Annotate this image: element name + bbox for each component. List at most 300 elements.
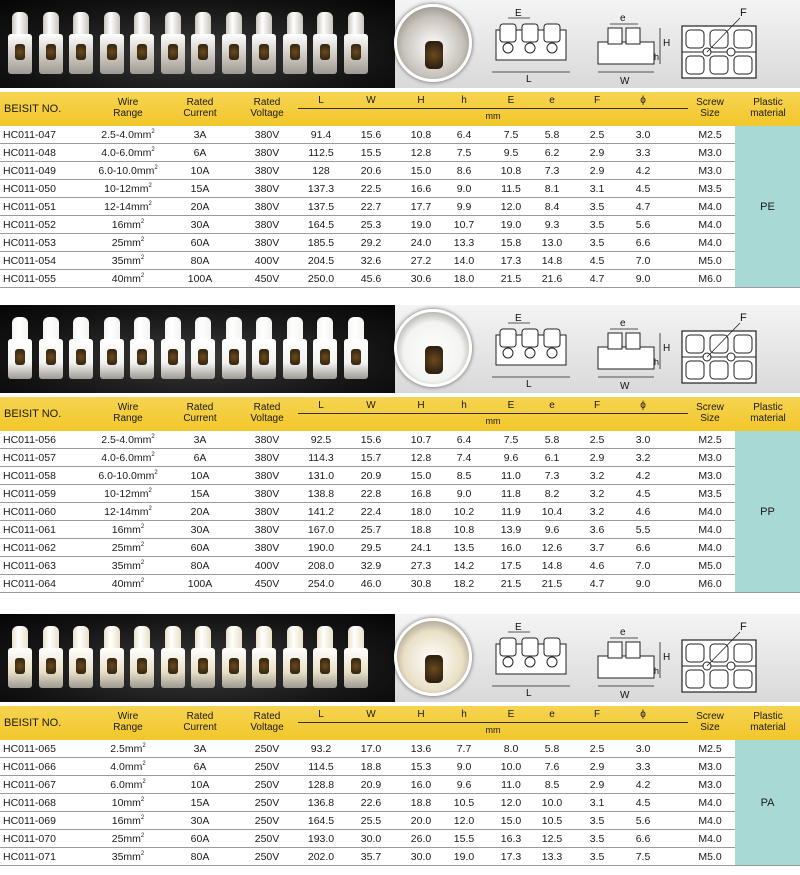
cell-W: 20.9 xyxy=(360,470,382,482)
cell-no: HC011-069 xyxy=(3,815,56,827)
terminal-wire-hole xyxy=(76,44,86,60)
cell-L: 114.5 xyxy=(308,761,334,773)
cell-H: 27.3 xyxy=(410,560,432,572)
cell-volt: 380V xyxy=(254,147,280,159)
header-wire-range-line: Wire xyxy=(117,97,139,108)
terminal-row xyxy=(8,12,388,80)
cell-H: 12.8 xyxy=(410,147,432,159)
product-strip xyxy=(0,0,800,88)
table-header xyxy=(0,92,800,126)
cell-F: 3.5 xyxy=(589,219,605,231)
cell-no: HC011-047 xyxy=(3,129,56,141)
header-rated-current-line: Rated xyxy=(186,711,214,722)
header-dim-phi: ϕ xyxy=(640,709,646,720)
header-plastic-material-line: material xyxy=(750,108,786,119)
header-dim-W: W xyxy=(366,95,376,106)
cell-e: 5.8 xyxy=(544,129,560,141)
cell-L: 208.0 xyxy=(307,560,335,572)
cell-volt: 380V xyxy=(254,434,280,446)
cell-H: 27.2 xyxy=(410,255,432,267)
cell-L: 137.5 xyxy=(307,201,335,213)
cell-volt: 380V xyxy=(254,183,280,195)
cell-e: 21.5 xyxy=(541,578,563,590)
cell-no: HC011-049 xyxy=(3,165,56,177)
cell-H: 24.0 xyxy=(410,237,432,249)
cell-e: 14.8 xyxy=(541,560,563,572)
cell-volt: 380V xyxy=(254,452,280,464)
header-rated-voltage xyxy=(243,402,291,424)
cell-wire xyxy=(78,470,178,482)
wire-unit-exponent: 2 xyxy=(140,560,145,566)
header-wire-range-line: Range xyxy=(113,108,143,119)
header-screw-size xyxy=(688,402,732,424)
header-screw-size-line: Screw xyxy=(696,97,724,108)
header-rated-current-line: Current xyxy=(183,413,217,424)
terminal-wire-hole xyxy=(107,44,117,60)
cell-screw: M3.5 xyxy=(698,488,722,500)
cell-H: 13.6 xyxy=(410,743,432,755)
cell-phi: 4.2 xyxy=(635,165,651,177)
header-plastic-material xyxy=(738,711,798,733)
terminal-wire-hole xyxy=(259,349,269,365)
cell-volt: 380V xyxy=(254,129,280,141)
cell-no: HC011-064 xyxy=(3,578,56,590)
header-rated-current xyxy=(178,711,222,733)
cell-L: 128 xyxy=(312,165,330,177)
cell-h: 9.0 xyxy=(456,761,472,773)
wire-range-value: 10-12mm xyxy=(104,488,149,500)
terminal-unit xyxy=(130,317,154,381)
cell-L: 254.0 xyxy=(307,578,335,590)
cell-wire xyxy=(78,147,178,159)
cell-screw: M3.0 xyxy=(698,165,722,177)
cell-E: 7.5 xyxy=(503,129,519,141)
wire-unit-exponent: 2 xyxy=(140,797,145,803)
terminal-unit xyxy=(130,12,154,76)
terminal-wire-hole xyxy=(290,349,300,365)
cell-F: 2.5 xyxy=(589,434,605,446)
wire-range-value: 35mm xyxy=(111,851,141,863)
terminal-unit xyxy=(191,12,215,76)
dim-e-label: e xyxy=(620,627,626,638)
cell-E: 9.5 xyxy=(503,147,519,159)
table-row xyxy=(0,126,735,144)
cell-L: 112.5 xyxy=(308,147,334,159)
cell-wire xyxy=(78,815,178,827)
cell-wire xyxy=(78,488,178,500)
cell-F: 2.9 xyxy=(589,165,605,177)
cell-L: 202.0 xyxy=(307,851,335,863)
cell-E: 11.0 xyxy=(501,470,521,482)
cell-h: 15.5 xyxy=(453,833,475,845)
side-view-drawing xyxy=(592,620,674,705)
cell-screw: M3.0 xyxy=(698,452,722,464)
cell-cur: 15A xyxy=(190,797,210,809)
cell-phi: 4.5 xyxy=(635,797,651,809)
cell-L: 250.0 xyxy=(307,273,335,285)
cell-h: 12.0 xyxy=(453,815,475,827)
cell-phi: 3.2 xyxy=(635,452,651,464)
header-beisit-no: BEISIT NO. xyxy=(4,408,62,420)
cell-e: 12.5 xyxy=(541,833,563,845)
terminal-closeup-photo xyxy=(394,309,472,387)
header-dim-L: L xyxy=(318,95,324,106)
cell-e: 8.4 xyxy=(544,201,560,213)
terminal-wire-hole xyxy=(137,658,147,674)
cell-h: 6.4 xyxy=(456,434,472,446)
cell-W: 25.7 xyxy=(360,524,382,536)
cell-E: 17.3 xyxy=(500,255,522,267)
header-wire-range xyxy=(88,711,168,733)
cell-screw: M3.0 xyxy=(698,147,722,159)
cell-phi: 4.2 xyxy=(635,470,651,482)
cell-e: 6.1 xyxy=(544,452,560,464)
cell-screw: M4.0 xyxy=(698,833,722,845)
cell-no: HC011-061 xyxy=(3,524,56,536)
terminal-wire-hole xyxy=(229,44,239,60)
header-rated-current-line: Current xyxy=(183,722,217,733)
cell-no: HC011-058 xyxy=(3,470,56,482)
cell-e: 6.2 xyxy=(544,147,560,159)
cell-wire xyxy=(78,273,178,285)
table-row xyxy=(0,758,735,776)
cell-W: 22.5 xyxy=(360,183,382,195)
terminal-unit xyxy=(8,626,32,690)
cell-volt: 380V xyxy=(254,470,280,482)
header-mm-unit: mm xyxy=(485,725,501,735)
header-mm-rule xyxy=(298,722,688,723)
header-dim-phi: ϕ xyxy=(640,400,646,411)
cell-wire xyxy=(78,578,178,590)
table-row xyxy=(0,144,735,162)
cell-volt: 250V xyxy=(254,779,280,791)
cell-h: 9.0 xyxy=(456,488,472,500)
table-row xyxy=(0,776,735,794)
terminal-wire-hole xyxy=(351,349,361,365)
dim-H-label: H xyxy=(663,343,671,354)
cell-L: 141.2 xyxy=(307,506,335,518)
cell-cur: 20A xyxy=(190,201,210,213)
cell-phi: 5.5 xyxy=(635,524,651,536)
cell-H: 17.7 xyxy=(410,201,432,213)
cell-wire xyxy=(78,183,178,195)
header-dim-W: W xyxy=(366,400,376,411)
cell-phi: 6.6 xyxy=(635,833,651,845)
cell-W: 22.4 xyxy=(360,506,382,518)
cell-volt: 450V xyxy=(254,578,280,590)
cell-no: HC011-053 xyxy=(3,237,56,249)
cell-cur: 10A xyxy=(190,165,210,177)
wire-unit-exponent: 2 xyxy=(140,219,145,225)
cell-H: 16.6 xyxy=(410,183,432,195)
header-screw-size xyxy=(688,711,732,733)
header-plastic-material-line: material xyxy=(750,722,786,733)
terminal-unit xyxy=(161,12,185,76)
cell-F: 4.5 xyxy=(589,255,605,267)
plastic-material-cell: PE xyxy=(735,126,800,288)
header-plastic-material xyxy=(738,97,798,119)
table-row xyxy=(0,198,735,216)
header-dim-e: e xyxy=(549,95,555,106)
wire-range-value: 2.5mm xyxy=(110,743,143,755)
wire-unit-exponent: 2 xyxy=(142,743,146,749)
cell-volt: 450V xyxy=(254,273,280,285)
cell-e: 10.0 xyxy=(541,797,563,809)
terminal-wire-hole xyxy=(198,349,208,365)
table-row xyxy=(0,431,735,449)
dim-h-label: h xyxy=(654,666,660,676)
cell-screw: M4.0 xyxy=(698,237,722,249)
cell-E: 21.5 xyxy=(500,273,522,285)
header-dim-E: E xyxy=(507,400,515,411)
wire-range-value: 40mm xyxy=(111,273,141,285)
cell-screw: M6.0 xyxy=(698,273,722,285)
cell-e: 7.3 xyxy=(544,470,560,482)
cell-no: HC011-067 xyxy=(3,779,56,791)
header-dim-L: L xyxy=(318,400,324,411)
cell-no: HC011-063 xyxy=(3,560,56,572)
cell-wire xyxy=(78,165,178,177)
cell-cur: 15A xyxy=(190,183,210,195)
cell-W: 29.5 xyxy=(360,542,382,554)
header-screw-size-line: Screw xyxy=(696,402,724,413)
cell-no: HC011-048 xyxy=(3,147,56,159)
cell-volt: 250V xyxy=(254,833,280,845)
cell-phi: 4.6 xyxy=(635,506,651,518)
cell-screw: M4.0 xyxy=(698,219,722,231)
terminal-unit xyxy=(344,626,368,690)
wire-range-value: 6.0mm xyxy=(110,779,143,791)
wire-range-value: 35mm xyxy=(111,560,141,572)
cell-volt: 380V xyxy=(254,524,280,536)
cell-wire xyxy=(78,833,178,845)
cell-e: 10.4 xyxy=(541,506,563,518)
table-row xyxy=(0,539,735,557)
cell-L: 128.8 xyxy=(307,779,335,791)
header-rated-current xyxy=(178,402,222,424)
cell-screw: M3.0 xyxy=(698,779,722,791)
dim-F-label: F xyxy=(740,7,747,19)
cell-cur: 80A xyxy=(190,560,210,572)
cell-wire xyxy=(78,542,178,554)
cell-F: 2.5 xyxy=(589,129,605,141)
cell-no: HC011-054 xyxy=(3,255,56,267)
cell-wire xyxy=(78,761,178,773)
cell-cur: 6A xyxy=(193,452,207,464)
cell-E: 17.5 xyxy=(500,560,522,572)
cell-F: 4.6 xyxy=(589,560,605,572)
header-dim-h: h xyxy=(461,709,467,720)
wire-unit-exponent: 2 xyxy=(140,578,145,584)
cell-L: 185.5 xyxy=(307,237,335,249)
header-dim-phi: ϕ xyxy=(640,95,646,106)
terminal-unit xyxy=(8,317,32,381)
dim-E-label: E xyxy=(515,8,522,19)
cell-F: 3.2 xyxy=(589,488,605,500)
terminal-wire-hole xyxy=(168,349,178,365)
cell-F: 4.7 xyxy=(589,273,605,285)
terminal-wire-hole xyxy=(76,349,86,365)
terminal-wire-hole xyxy=(198,658,208,674)
cell-screw: M6.0 xyxy=(698,578,722,590)
wire-range-value: 12-14mm xyxy=(104,201,149,213)
header-wire-range xyxy=(88,97,168,119)
terminal-wire-hole xyxy=(320,349,330,365)
terminal-wire-hole xyxy=(137,349,147,365)
header-dim-E: E xyxy=(507,709,515,720)
terminal-unit xyxy=(344,317,368,381)
cell-H: 16.0 xyxy=(410,779,432,791)
header-wire-range xyxy=(88,402,168,424)
cell-h: 18.0 xyxy=(453,273,475,285)
cell-H: 30.0 xyxy=(410,851,432,863)
terminal-wire-hole xyxy=(229,349,239,365)
header-rated-voltage-line: Voltage xyxy=(250,413,284,424)
header-dim-h: h xyxy=(461,95,467,106)
table-row xyxy=(0,830,735,848)
wire-unit-exponent: 2 xyxy=(140,815,145,821)
cell-H: 16.8 xyxy=(410,488,432,500)
cell-cur: 20A xyxy=(190,506,210,518)
cell-no: HC011-057 xyxy=(3,452,56,464)
cell-volt: 250V xyxy=(254,851,280,863)
cell-cur: 10A xyxy=(190,470,210,482)
cell-screw: M3.5 xyxy=(698,183,722,195)
cell-phi: 7.0 xyxy=(635,560,651,572)
header-rated-voltage-line: Voltage xyxy=(250,722,284,733)
cell-h: 14.2 xyxy=(453,560,475,572)
wire-range-value: 12-14mm xyxy=(104,506,149,518)
cell-cur: 6A xyxy=(193,147,207,159)
cell-L: 167.0 xyxy=(307,524,335,536)
terminal-closeup-photo xyxy=(394,4,472,82)
cell-h: 10.5 xyxy=(453,797,475,809)
cell-screw: M4.0 xyxy=(698,201,722,213)
terminal-closeup-photo xyxy=(394,618,472,696)
terminal-unit xyxy=(100,317,124,381)
side-view-drawing xyxy=(592,6,674,91)
table-row xyxy=(0,812,735,830)
cell-wire xyxy=(78,560,178,572)
wire-range-value: 10mm xyxy=(111,797,141,809)
cell-phi: 4.5 xyxy=(635,183,651,195)
wire-unit-exponent: 2 xyxy=(151,452,155,458)
cell-h: 9.9 xyxy=(456,201,472,213)
cell-no: HC011-056 xyxy=(3,434,56,446)
cell-wire xyxy=(78,434,178,446)
cell-H: 10.7 xyxy=(410,434,432,446)
terminal-wire-hole xyxy=(15,349,25,365)
cell-F: 3.1 xyxy=(589,183,605,195)
table-row xyxy=(0,234,735,252)
cell-screw: M5.0 xyxy=(698,851,722,863)
terminal-wire-hole xyxy=(259,658,269,674)
wire-range-value: 25mm xyxy=(111,542,141,554)
wire-range-value: 25mm xyxy=(111,237,141,249)
cell-h: 13.5 xyxy=(453,542,475,554)
cell-wire xyxy=(78,201,178,213)
header-rated-current-line: Rated xyxy=(186,97,214,108)
front-view-drawing xyxy=(488,6,574,87)
table-header xyxy=(0,397,800,431)
wire-range-value: 2.5-4.0mm xyxy=(101,434,152,446)
cell-F: 3.5 xyxy=(589,201,605,213)
cell-H: 15.0 xyxy=(410,470,432,482)
table-row xyxy=(0,575,735,593)
wire-unit-exponent: 2 xyxy=(140,851,145,857)
front-view-drawing xyxy=(488,620,574,701)
terminal-unit xyxy=(130,626,154,690)
cell-W: 32.9 xyxy=(360,560,382,572)
cell-volt: 250V xyxy=(254,815,280,827)
wire-range-value: 10-12mm xyxy=(104,183,149,195)
cell-H: 15.0 xyxy=(410,165,432,177)
terminal-unit xyxy=(313,317,337,381)
cell-e: 14.8 xyxy=(541,255,563,267)
terminal-row xyxy=(8,626,388,694)
cell-screw: M4.0 xyxy=(698,506,722,518)
cell-h: 6.4 xyxy=(456,129,472,141)
cell-screw: M5.0 xyxy=(698,560,722,572)
cell-no: HC011-066 xyxy=(3,761,56,773)
cell-screw: M3.0 xyxy=(698,470,722,482)
header-dim-h: h xyxy=(461,400,467,411)
cell-no: HC011-070 xyxy=(3,833,56,845)
cell-W: 18.8 xyxy=(360,761,382,773)
cell-h: 10.8 xyxy=(453,524,475,536)
product-strip xyxy=(0,305,800,393)
cell-cur: 15A xyxy=(190,488,210,500)
header-rated-voltage-line: Voltage xyxy=(250,108,284,119)
cell-H: 18.8 xyxy=(410,797,432,809)
terminal-wire-hole xyxy=(320,44,330,60)
terminal-wire-hole xyxy=(351,658,361,674)
cell-no: HC011-065 xyxy=(3,743,56,755)
cell-wire xyxy=(78,743,178,755)
cell-F: 3.2 xyxy=(589,506,605,518)
dim-e-label: e xyxy=(620,318,626,329)
cell-volt: 250V xyxy=(254,797,280,809)
cell-screw: M4.0 xyxy=(698,524,722,536)
dim-F-label: F xyxy=(740,312,747,324)
cell-phi: 5.6 xyxy=(635,219,651,231)
cell-phi: 3.3 xyxy=(635,761,651,773)
wire-unit-exponent: 2 xyxy=(140,255,145,261)
cell-e: 5.8 xyxy=(544,743,560,755)
cell-E: 11.5 xyxy=(501,183,521,195)
wire-unit-exponent: 2 xyxy=(148,488,152,494)
terminal-strip-photo xyxy=(0,614,395,702)
cell-E: 16.3 xyxy=(500,833,522,845)
cell-cur: 80A xyxy=(190,851,210,863)
terminal-wire-hole xyxy=(46,349,56,365)
cell-L: 137.3 xyxy=(307,183,335,195)
cell-E: 11.8 xyxy=(501,488,521,500)
terminal-wire-hole xyxy=(46,44,56,60)
header-wire-range-line: Range xyxy=(113,413,143,424)
cell-screw: M2.5 xyxy=(698,129,722,141)
header-mm-unit: mm xyxy=(485,416,501,426)
wire-unit-exponent: 2 xyxy=(140,524,145,530)
cell-F: 2.5 xyxy=(589,743,605,755)
cell-no: HC011-055 xyxy=(3,273,56,285)
cell-volt: 250V xyxy=(254,761,280,773)
cell-h: 10.2 xyxy=(453,506,475,518)
cell-h: 14.0 xyxy=(453,255,475,267)
cell-wire xyxy=(78,219,178,231)
terminal-strip-photo xyxy=(0,305,395,393)
wire-range-value: 6.0-10.0mm xyxy=(98,165,155,177)
